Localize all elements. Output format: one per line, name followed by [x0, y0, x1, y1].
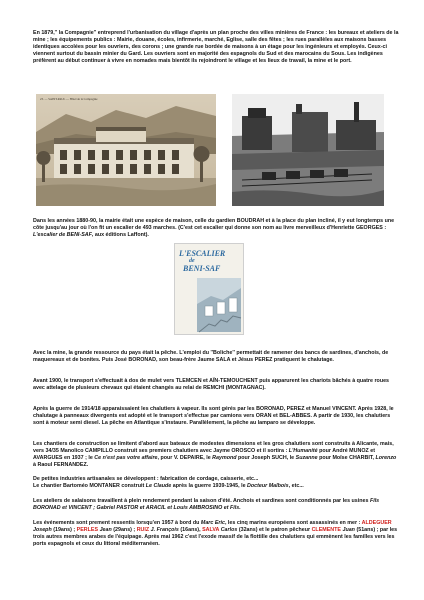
postcard-photo-company-building	[36, 94, 216, 206]
book-cover-escalier-beni-saf	[174, 243, 244, 335]
paragraph-mairie-escalier: Dans les années 1880-90, la mairie était une espèce de maison, celle du gardien BOUDRAH et à la place du plan incliné, il y eut longtemps une côte jusqu'au jour où l'on fit un escalier de 493 marches. (C'est cet escalier qui donne son nom au livre merveilleux d'Henriette GEORGES : L'escalier de BENI-SAF, aux éditions Laffont).	[33, 218, 395, 239]
paragraph-evenements: Les événements sont prement ressentis lorsqu'en 1957 à bord du Marc Eric, les cinq marins européens sont assassinés en mer : ALDEGUER Joseph (19ans) ; PERLES Jean (29ans) ; RUIZ J. François (16ans), SALVA Carlos (32ans) et le patron pêcheur CLEMENTE Juan (51ans) ; par les trois autres membres arabes de l'équipage. Après mai 1962 c'est l'exode massif de la flottille des chalutiers qui emmènent les familles vers les ports espagnols et ceux du littoral méditerranéen.	[33, 520, 398, 548]
book-title-line2: de	[189, 258, 195, 264]
photo-mine-works	[232, 94, 384, 206]
book-title-line3: BENI-SAF	[183, 264, 221, 273]
paragraph-chantiers: Les chantiers de construction se limitent d'abord aux bateaux de modestes dimensions et les gros chalutiers sont construits à Alicante, mais, vers 34/35 Manolico CAMPILLO construit ses premiers chalutiers avec Jayme OROSCO et il sortira : L'Humanité pour André MUNOZ et AVARGUES en 1937 ; le Ce n'est pas votre affaire, pour V. DEPAIRE, le Raymond pour Joseph SUCH, le Suzanne pour Moïse CHARBIT, Lorenzo à Raoul FERNANDEZ.	[33, 441, 397, 469]
postcard-caption: 23. — SAINT-PAUL — Hôtel de la Compagnie	[40, 97, 98, 101]
paragraph-urbanisation: En 1879,'' la Compagnie'' entreprend l'urbanisation du village d'après un plan proche des villes minières de France : les bureaux et ateliers de la mine ; les équipements publics : Mairie, douane, écoles, infirmerie, marché, Eglise, salle des fêtes ; les rues parallèles aux maisons basses identiques accolées pour les ouvriers, des corons ; une grande rue bordée de maisons à un étage pour les ingénieurs et employés. Ceux-ci viennent surtout du bassin minier du Gard. Les ouvriers sont en majorité des espagnols du Sud et des marocains du Sous. Les indigènes préfèrent au début continuer à vivre en nomades mais bientôt ils rejoindront le village et les lieux de travail, la mine et le port.	[33, 30, 399, 65]
paragraph-transport: Avant 1900, le transport s'effectuait à dos de mulet vers TLEMCEN et AÏN-TEMOUCHENT puis apparurent les chariots bâchés à quatre roues avec attelage de plusieurs chevaux qui étaient changés au relai de REMCHI (MONTAGNAC).	[33, 378, 390, 392]
paragraph-peche: Avec la mine, la grande ressource du pays était la pêche. L'emploi du ''Boliche'' permettait de ramener des bancs de sardines, d'anchois, de maquereaux et de bonites. Puis José BORONAD, son beau-frère Jaume SALA et Jésus PEREZ pratiquent le chalutage.	[33, 350, 389, 364]
paragraph-salaisons: Les ateliers de salaisons travaillent à plein rendement pendant la saison d'été. Anchois et sardines sont conditionnés par les usines Fils BORONAD et VINCENT ; Gabriel PASTOR et ARACIL et Louis AMBROSINO et Fils.	[33, 498, 380, 512]
paragraph-chalutiers-vapeur: Après la guerre de 1914/18 apparaissaient les chalutiers à vapeur. Ils sont gérés par les BORONAD, PEREZ et Manuel VINCENT. Après 1928, le chalutage à panneaux divergents est adopté et le transport s'effectue par camions vers ORAN et BEL-ABBES. A partir de 1930, les chalutiers sont à moteur semi diesel. La pêche en Atlantique s'instaure. Parallèlement, la pêche au lamparo se développe.	[33, 406, 394, 427]
paragraph-industries: De petites industries artisanales se développent : fabrication de cordage, caisserie, etc... Le chantier Bartoméo MONTANER construit Le Claude après la guerre 1939-1945, le Docteur Malbois, etc...	[33, 476, 304, 490]
book-title-line1: L'ESCALIER	[179, 249, 226, 258]
